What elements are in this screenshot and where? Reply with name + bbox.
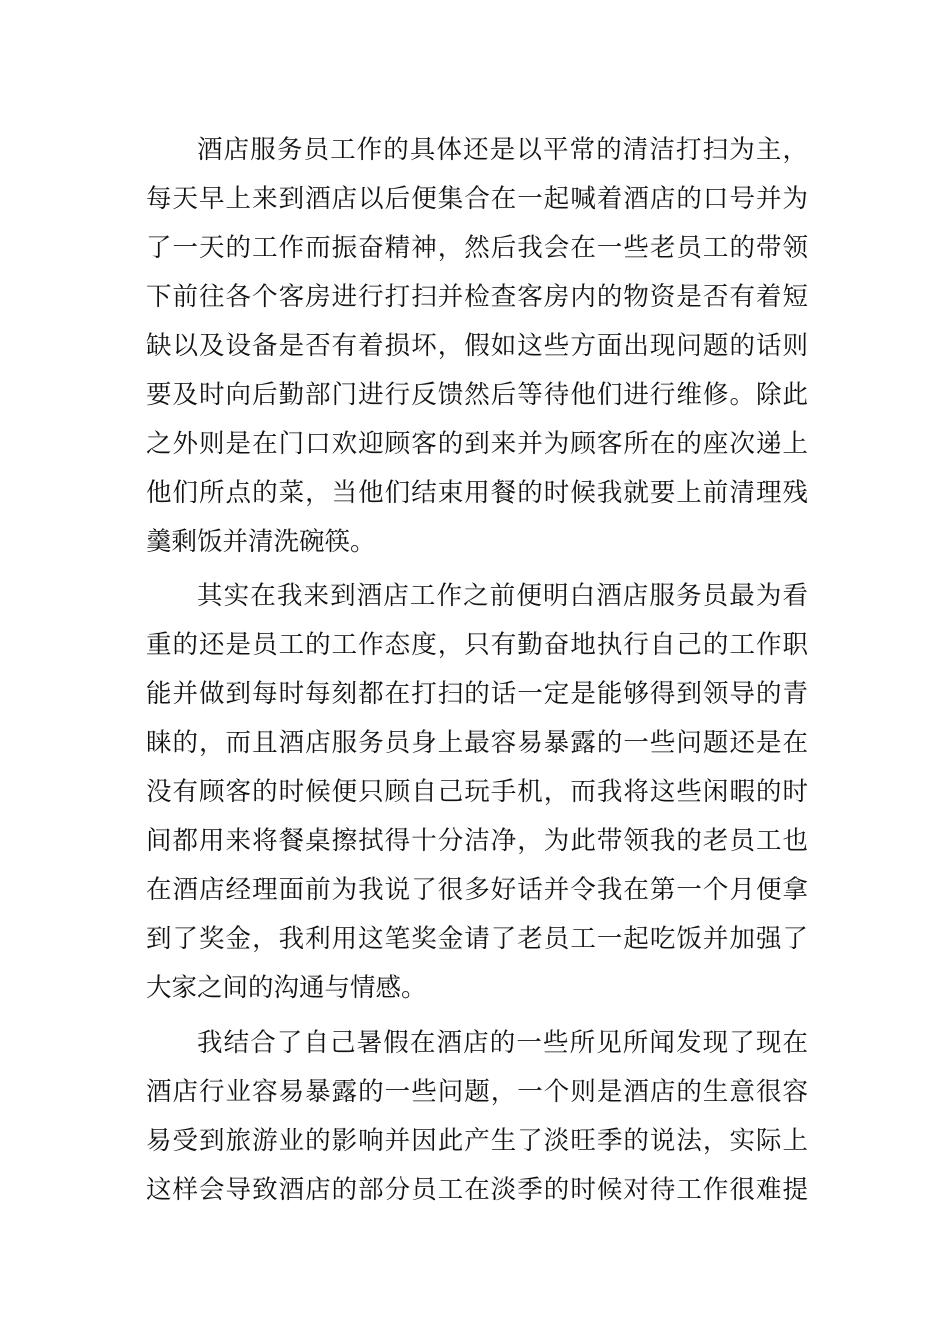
paragraph-1-line-3: 了一天的工作而振奋精神，然后我会在一些老员工的带领 <box>146 233 808 263</box>
paragraph-1-line-8: 他们所点的菜，当他们结束用餐的时候我就要上前清理残 <box>146 478 808 508</box>
paragraph-2-line-9: 大家之间的沟通与情感。 <box>146 973 427 1003</box>
paragraph-2-line-1: 其实在我来到酒店工作之前便明白酒店服务员最为看 <box>197 581 808 611</box>
paragraph-1-line-9: 羹剩饭并清洗碗筷。 <box>146 527 376 557</box>
paragraph-1-line-7: 之外则是在门口欢迎顾客的到来并为顾客所在的座次递上 <box>146 429 808 459</box>
paragraph-2-line-7: 在酒店经理面前为我说了很多好话并令我在第一个月便拿 <box>146 875 808 905</box>
paragraph-1-line-6: 要及时向后勤部门进行反馈然后等待他们进行维修。除此 <box>146 380 808 410</box>
paragraph-1-line-5: 缺以及设备是否有着损坏，假如这些方面出现问题的话则 <box>146 331 808 361</box>
paragraph-1-line-2: 每天早上来到酒店以后便集合在一起喊着酒店的口号并为 <box>146 184 808 214</box>
paragraph-1-line-1: 酒店服务员工作的具体还是以平常的清洁打扫为主， <box>197 135 808 165</box>
paragraph-3-line-2: 酒店行业容易暴露的一些问题，一个则是酒店的生意很容 <box>146 1077 808 1107</box>
paragraph-3-line-4: 这样会导致酒店的部分员工在淡季的时候对待工作很难提 <box>146 1175 808 1205</box>
paragraph-2-line-4: 睐的，而且酒店服务员身上最容易暴露的一些问题还是在 <box>146 728 808 758</box>
paragraph-2-line-2: 重的还是员工的工作态度，只有勤奋地执行自己的工作职 <box>146 630 808 660</box>
paragraph-3-line-1: 我结合了自己暑假在酒店的一些所见所闻发现了现在 <box>197 1028 808 1058</box>
paragraph-1-line-4: 下前往各个客房进行打扫并检查客房内的物资是否有着短 <box>146 282 808 312</box>
paragraph-2-line-5: 没有顾客的时候便只顾自己玩手机，而我将这些闲暇的时 <box>146 777 808 807</box>
paragraph-2-line-6: 间都用来将餐桌擦拭得十分洁净，为此带领我的老员工也 <box>146 826 808 856</box>
paragraph-2-line-3: 能并做到每时每刻都在打扫的话一定是能够得到领导的青 <box>146 679 808 709</box>
paragraph-3-line-3: 易受到旅游业的影响并因此产生了淡旺季的说法，实际上 <box>146 1126 808 1156</box>
paragraph-2-line-8: 到了奖金，我利用这笔奖金请了老员工一起吃饭并加强了 <box>146 924 808 954</box>
